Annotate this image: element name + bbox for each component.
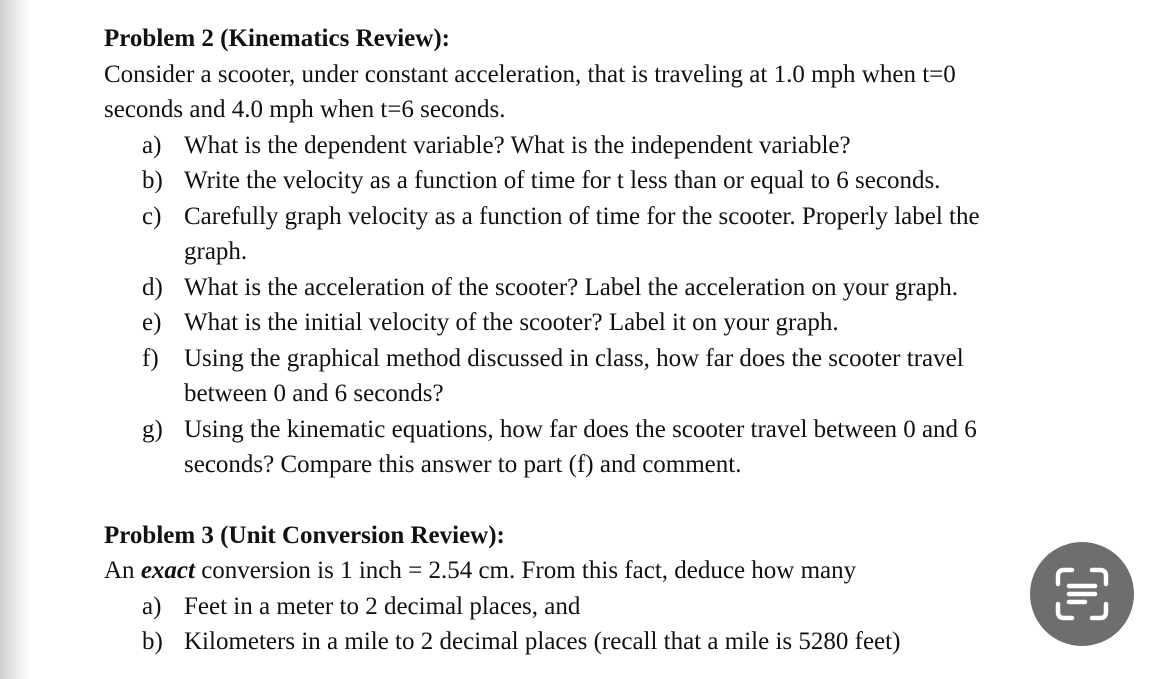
question-marker: e): [142, 309, 162, 336]
intro-emphasis: exact: [140, 557, 195, 584]
question-3b: [104, 624, 1104, 660]
problem-3-heading: Problem 3 (Unit Conversion Review):: [104, 521, 505, 549]
section-spacer: [104, 483, 1104, 518]
problem-2-questions: [104, 128, 1104, 483]
question-d: [104, 270, 1104, 306]
question-marker: b): [142, 628, 163, 655]
question-text: Write the velocity as a function of time for t less than or equal to 6 seconds.: [184, 167, 941, 194]
question-text: Using the kinematic equations, how far does the scooter travel between 0 and 6: [184, 415, 977, 443]
question-text: Feet in a meter to 2 decimal places, and: [184, 592, 581, 620]
intro-prefix: An: [104, 557, 141, 584]
question-text: Kilometers in a mile to 2 decimal places (recall that a mile is 5280 feet): [184, 628, 901, 655]
question-text: What is the initial velocity of the scooter? Label it on your graph.: [184, 309, 839, 336]
live-text-scan-icon: [1052, 564, 1112, 624]
problem-2-intro-line-2: seconds and 4.0 mph when t=6 seconds.: [104, 96, 506, 123]
question-marker: b): [142, 167, 163, 194]
question-text-continued: graph.: [184, 238, 248, 265]
document-body: [104, 21, 1104, 660]
question-e: [104, 305, 1104, 341]
question-marker: f): [142, 344, 159, 372]
question-f: [104, 341, 1104, 412]
intro-suffix: conversion is 1 inch = 2.54 cm. From this fact, deduce how many: [194, 557, 857, 584]
question-text-continued: between 0 and 6 seconds?: [184, 380, 444, 407]
question-marker: a): [142, 131, 162, 159]
question-text-continued: seconds? Compare this answer to part (f) and comment.: [184, 451, 742, 478]
question-text: Using the graphical method discussed in class, how far does the scooter travel: [184, 344, 964, 372]
live-text-button[interactable]: [1030, 542, 1134, 646]
page-edge-shadow: [0, 0, 30, 679]
problem-3-intro: [104, 553, 1104, 589]
question-text: Carefully graph velocity as a function of time for the scooter. Properly label the: [184, 202, 980, 230]
problem-2-intro-line-1: Consider a scooter, under constant acceleration, that is traveling at 1.0 mph when t=0: [104, 60, 956, 88]
question-b: [104, 163, 1104, 199]
question-text: What is the acceleration of the scooter? Label the acceleration on your graph.: [184, 273, 958, 301]
question-marker: a): [142, 592, 162, 620]
question-3a: [104, 589, 1104, 625]
question-c: [104, 199, 1104, 270]
question-text: What is the dependent variable? What is the independent variable?: [184, 131, 851, 159]
question-marker: d): [142, 273, 163, 301]
question-g: [104, 412, 1104, 483]
question-marker: c): [142, 202, 162, 230]
problem-3-questions: [104, 589, 1104, 660]
problem-2-heading: Problem 2 (Kinematics Review):: [104, 25, 450, 52]
question-a: [104, 128, 1104, 164]
question-marker: g): [142, 415, 163, 443]
